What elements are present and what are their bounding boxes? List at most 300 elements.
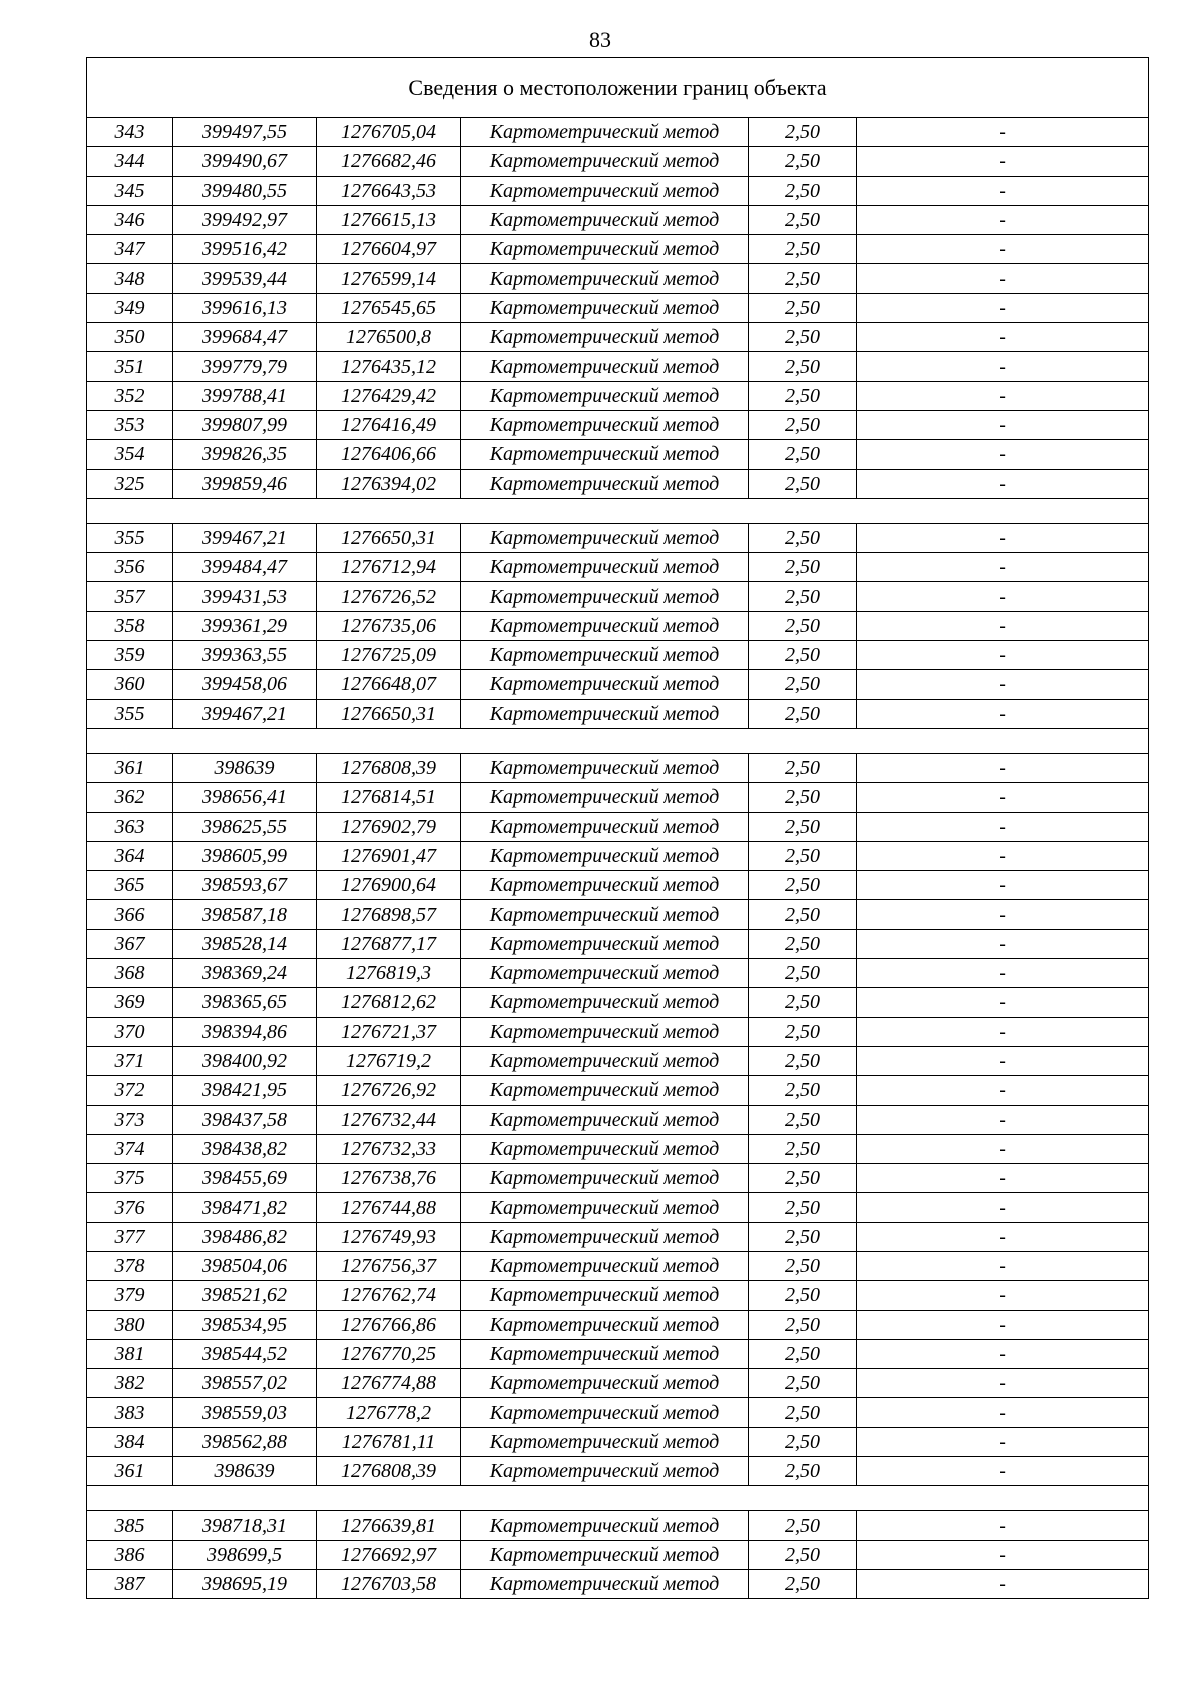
method-cell: Картометрический метод	[461, 1427, 749, 1456]
accuracy-cell: 2,50	[749, 1398, 857, 1427]
table-row	[87, 235, 1149, 264]
x-coordinate-cell: 399616,13	[173, 293, 317, 322]
point-number-cell: 387	[87, 1569, 173, 1598]
y-coordinate-cell: 1276725,09	[317, 641, 461, 670]
method-cell: Картометрический метод	[461, 1046, 749, 1075]
accuracy-cell: 2,50	[749, 1310, 857, 1339]
description-cell: -	[857, 523, 1149, 552]
group-separator	[87, 728, 1149, 753]
description-cell: -	[857, 841, 1149, 870]
y-coordinate-cell: 1276429,42	[317, 381, 461, 410]
point-number-cell: 371	[87, 1046, 173, 1075]
y-coordinate-cell: 1276766,86	[317, 1310, 461, 1339]
x-coordinate-cell: 398605,99	[173, 841, 317, 870]
description-cell: -	[857, 670, 1149, 699]
point-number-cell: 386	[87, 1540, 173, 1569]
table-row	[87, 1398, 1149, 1427]
method-cell: Картометрический метод	[461, 1105, 749, 1134]
point-number-cell: 375	[87, 1164, 173, 1193]
y-coordinate-cell: 1276648,07	[317, 670, 461, 699]
y-coordinate-cell: 1276500,8	[317, 323, 461, 352]
point-number-cell: 354	[87, 440, 173, 469]
x-coordinate-cell: 398369,24	[173, 959, 317, 988]
accuracy-cell: 2,50	[749, 670, 857, 699]
method-cell: Картометрический метод	[461, 1164, 749, 1193]
y-coordinate-cell: 1276901,47	[317, 841, 461, 870]
description-cell: -	[857, 469, 1149, 498]
x-coordinate-cell: 398400,92	[173, 1046, 317, 1075]
method-cell: Картометрический метод	[461, 929, 749, 958]
x-coordinate-cell: 398365,65	[173, 988, 317, 1017]
group-separator	[87, 1486, 1149, 1511]
x-coordinate-cell: 399361,29	[173, 611, 317, 640]
table-row	[87, 841, 1149, 870]
method-cell: Картометрический метод	[461, 1398, 749, 1427]
table-row	[87, 1046, 1149, 1075]
x-coordinate-cell: 398455,69	[173, 1164, 317, 1193]
point-number-cell: 350	[87, 323, 173, 352]
x-coordinate-cell: 398528,14	[173, 929, 317, 958]
accuracy-cell: 2,50	[749, 1134, 857, 1163]
point-number-cell: 351	[87, 352, 173, 381]
x-coordinate-cell: 399684,47	[173, 323, 317, 352]
description-cell: -	[857, 929, 1149, 958]
x-coordinate-cell: 398534,95	[173, 1310, 317, 1339]
accuracy-cell: 2,50	[749, 176, 857, 205]
method-cell: Картометрический метод	[461, 1017, 749, 1046]
method-cell: Картометрический метод	[461, 1511, 749, 1540]
x-coordinate-cell: 398437,58	[173, 1105, 317, 1134]
y-coordinate-cell: 1276738,76	[317, 1164, 461, 1193]
method-cell: Картометрический метод	[461, 147, 749, 176]
table-row	[87, 440, 1149, 469]
method-cell: Картометрический метод	[461, 841, 749, 870]
x-coordinate-cell: 398504,06	[173, 1251, 317, 1280]
description-cell: -	[857, 1281, 1149, 1310]
y-coordinate-cell: 1276756,37	[317, 1251, 461, 1280]
accuracy-cell: 2,50	[749, 205, 857, 234]
table-row	[87, 523, 1149, 552]
method-cell: Картометрический метод	[461, 1540, 749, 1569]
description-cell: -	[857, 1457, 1149, 1486]
y-coordinate-cell: 1276726,52	[317, 582, 461, 611]
accuracy-cell: 2,50	[749, 410, 857, 439]
y-coordinate-cell: 1276774,88	[317, 1369, 461, 1398]
method-cell: Картометрический метод	[461, 988, 749, 1017]
table-row	[87, 1164, 1149, 1193]
table-row	[87, 1427, 1149, 1456]
x-coordinate-cell: 398718,31	[173, 1511, 317, 1540]
x-coordinate-cell: 399467,21	[173, 699, 317, 728]
table-row	[87, 469, 1149, 498]
point-number-cell: 382	[87, 1369, 173, 1398]
method-cell: Картометрический метод	[461, 783, 749, 812]
method-cell: Картометрический метод	[461, 381, 749, 410]
accuracy-cell: 2,50	[749, 1369, 857, 1398]
y-coordinate-cell: 1276703,58	[317, 1569, 461, 1598]
x-coordinate-cell: 399859,46	[173, 469, 317, 498]
description-cell: -	[857, 1164, 1149, 1193]
description-cell: -	[857, 783, 1149, 812]
y-coordinate-cell: 1276898,57	[317, 900, 461, 929]
description-cell: -	[857, 410, 1149, 439]
accuracy-cell: 2,50	[749, 783, 857, 812]
accuracy-cell: 2,50	[749, 1017, 857, 1046]
x-coordinate-cell: 398587,18	[173, 900, 317, 929]
table-row	[87, 1281, 1149, 1310]
method-cell: Картометрический метод	[461, 1457, 749, 1486]
accuracy-cell: 2,50	[749, 841, 857, 870]
method-cell: Картометрический метод	[461, 641, 749, 670]
point-number-cell: 383	[87, 1398, 173, 1427]
accuracy-cell: 2,50	[749, 323, 857, 352]
x-coordinate-cell: 398486,82	[173, 1222, 317, 1251]
x-coordinate-cell: 399492,97	[173, 205, 317, 234]
method-cell: Картометрический метод	[461, 293, 749, 322]
y-coordinate-cell: 1276812,62	[317, 988, 461, 1017]
description-cell: -	[857, 812, 1149, 841]
method-cell: Картометрический метод	[461, 205, 749, 234]
description-cell: -	[857, 1222, 1149, 1251]
description-cell: -	[857, 293, 1149, 322]
description-cell: -	[857, 1134, 1149, 1163]
description-cell: -	[857, 440, 1149, 469]
accuracy-cell: 2,50	[749, 523, 857, 552]
accuracy-cell: 2,50	[749, 988, 857, 1017]
accuracy-cell: 2,50	[749, 1281, 857, 1310]
description-cell: -	[857, 1105, 1149, 1134]
x-coordinate-cell: 398421,95	[173, 1076, 317, 1105]
table-row	[87, 1251, 1149, 1280]
point-number-cell: 384	[87, 1427, 173, 1456]
method-cell: Картометрический метод	[461, 1134, 749, 1163]
description-cell: -	[857, 147, 1149, 176]
point-number-cell: 355	[87, 699, 173, 728]
x-coordinate-cell: 398639	[173, 1457, 317, 1486]
table-row	[87, 1193, 1149, 1222]
y-coordinate-cell: 1276770,25	[317, 1339, 461, 1368]
y-coordinate-cell: 1276682,46	[317, 147, 461, 176]
x-coordinate-cell: 399431,53	[173, 582, 317, 611]
point-number-cell: 352	[87, 381, 173, 410]
y-coordinate-cell: 1276814,51	[317, 783, 461, 812]
y-coordinate-cell: 1276902,79	[317, 812, 461, 841]
x-coordinate-cell: 399539,44	[173, 264, 317, 293]
method-cell: Картометрический метод	[461, 670, 749, 699]
x-coordinate-cell: 398521,62	[173, 1281, 317, 1310]
description-cell: -	[857, 1398, 1149, 1427]
accuracy-cell: 2,50	[749, 812, 857, 841]
table-title-row	[87, 58, 1149, 118]
accuracy-cell: 2,50	[749, 900, 857, 929]
y-coordinate-cell: 1276808,39	[317, 753, 461, 782]
accuracy-cell: 2,50	[749, 1105, 857, 1134]
point-number-cell: 370	[87, 1017, 173, 1046]
y-coordinate-cell: 1276692,97	[317, 1540, 461, 1569]
method-cell: Картометрический метод	[461, 699, 749, 728]
point-number-cell: 380	[87, 1310, 173, 1339]
point-number-cell: 359	[87, 641, 173, 670]
table-row	[87, 293, 1149, 322]
group-separator-row	[87, 498, 1149, 523]
point-number-cell: 378	[87, 1251, 173, 1280]
table-row	[87, 1369, 1149, 1398]
x-coordinate-cell: 399490,67	[173, 147, 317, 176]
method-cell: Картометрический метод	[461, 900, 749, 929]
table-row	[87, 611, 1149, 640]
method-cell: Картометрический метод	[461, 176, 749, 205]
point-number-cell: 365	[87, 871, 173, 900]
accuracy-cell: 2,50	[749, 440, 857, 469]
table-row	[87, 670, 1149, 699]
accuracy-cell: 2,50	[749, 611, 857, 640]
point-number-cell: 360	[87, 670, 173, 699]
point-number-cell: 343	[87, 118, 173, 147]
point-number-cell: 362	[87, 783, 173, 812]
description-cell: -	[857, 264, 1149, 293]
point-number-cell: 346	[87, 205, 173, 234]
point-number-cell: 348	[87, 264, 173, 293]
method-cell: Картометрический метод	[461, 1310, 749, 1339]
point-number-cell: 325	[87, 469, 173, 498]
y-coordinate-cell: 1276762,74	[317, 1281, 461, 1310]
method-cell: Картометрический метод	[461, 1222, 749, 1251]
y-coordinate-cell: 1276808,39	[317, 1457, 461, 1486]
description-cell: -	[857, 988, 1149, 1017]
x-coordinate-cell: 399779,79	[173, 352, 317, 381]
x-coordinate-cell: 399484,47	[173, 553, 317, 582]
x-coordinate-cell: 398438,82	[173, 1134, 317, 1163]
method-cell: Картометрический метод	[461, 1339, 749, 1368]
point-number-cell: 364	[87, 841, 173, 870]
method-cell: Картометрический метод	[461, 264, 749, 293]
method-cell: Картометрический метод	[461, 523, 749, 552]
accuracy-cell: 2,50	[749, 699, 857, 728]
point-number-cell: 363	[87, 812, 173, 841]
point-number-cell: 374	[87, 1134, 173, 1163]
x-coordinate-cell: 398394,86	[173, 1017, 317, 1046]
accuracy-cell: 2,50	[749, 1339, 857, 1368]
table-row	[87, 205, 1149, 234]
table-row	[87, 147, 1149, 176]
y-coordinate-cell: 1276732,33	[317, 1134, 461, 1163]
method-cell: Картометрический метод	[461, 959, 749, 988]
method-cell: Картометрический метод	[461, 753, 749, 782]
y-coordinate-cell: 1276406,66	[317, 440, 461, 469]
description-cell: -	[857, 1511, 1149, 1540]
table-row	[87, 1339, 1149, 1368]
point-number-cell: 353	[87, 410, 173, 439]
description-cell: -	[857, 1427, 1149, 1456]
method-cell: Картометрический метод	[461, 352, 749, 381]
x-coordinate-cell: 398639	[173, 753, 317, 782]
description-cell: -	[857, 1540, 1149, 1569]
accuracy-cell: 2,50	[749, 553, 857, 582]
point-number-cell: 355	[87, 523, 173, 552]
description-cell: -	[857, 323, 1149, 352]
method-cell: Картометрический метод	[461, 1281, 749, 1310]
table-row	[87, 1076, 1149, 1105]
description-cell: -	[857, 205, 1149, 234]
description-cell: -	[857, 611, 1149, 640]
y-coordinate-cell: 1276643,53	[317, 176, 461, 205]
point-number-cell: 385	[87, 1511, 173, 1540]
point-number-cell: 381	[87, 1339, 173, 1368]
description-cell: -	[857, 641, 1149, 670]
y-coordinate-cell: 1276545,65	[317, 293, 461, 322]
point-number-cell: 345	[87, 176, 173, 205]
point-number-cell: 349	[87, 293, 173, 322]
table-row	[87, 1457, 1149, 1486]
description-cell: -	[857, 381, 1149, 410]
accuracy-cell: 2,50	[749, 753, 857, 782]
accuracy-cell: 2,50	[749, 293, 857, 322]
table-row	[87, 553, 1149, 582]
table-row	[87, 323, 1149, 352]
y-coordinate-cell: 1276719,2	[317, 1046, 461, 1075]
method-cell: Картометрический метод	[461, 1369, 749, 1398]
method-cell: Картометрический метод	[461, 1193, 749, 1222]
boundary-coordinates-table	[86, 57, 1149, 1599]
y-coordinate-cell: 1276744,88	[317, 1193, 461, 1222]
table-row	[87, 176, 1149, 205]
table-row	[87, 699, 1149, 728]
table-row	[87, 118, 1149, 147]
description-cell: -	[857, 176, 1149, 205]
method-cell: Картометрический метод	[461, 118, 749, 147]
accuracy-cell: 2,50	[749, 1076, 857, 1105]
table-row	[87, 812, 1149, 841]
table-row	[87, 264, 1149, 293]
table-row	[87, 959, 1149, 988]
accuracy-cell: 2,50	[749, 381, 857, 410]
accuracy-cell: 2,50	[749, 1457, 857, 1486]
x-coordinate-cell: 398557,02	[173, 1369, 317, 1398]
y-coordinate-cell: 1276732,44	[317, 1105, 461, 1134]
method-cell: Картометрический метод	[461, 553, 749, 582]
description-cell: -	[857, 1017, 1149, 1046]
table-row	[87, 1105, 1149, 1134]
description-cell: -	[857, 582, 1149, 611]
method-cell: Картометрический метод	[461, 1251, 749, 1280]
table-row	[87, 1310, 1149, 1339]
group-separator	[87, 498, 1149, 523]
description-cell: -	[857, 1251, 1149, 1280]
table-row	[87, 753, 1149, 782]
accuracy-cell: 2,50	[749, 1540, 857, 1569]
accuracy-cell: 2,50	[749, 871, 857, 900]
x-coordinate-cell: 398562,88	[173, 1427, 317, 1456]
table-row	[87, 900, 1149, 929]
accuracy-cell: 2,50	[749, 352, 857, 381]
description-cell: -	[857, 235, 1149, 264]
method-cell: Картометрический метод	[461, 1076, 749, 1105]
table-row	[87, 929, 1149, 958]
accuracy-cell: 2,50	[749, 469, 857, 498]
y-coordinate-cell: 1276615,13	[317, 205, 461, 234]
description-cell: -	[857, 699, 1149, 728]
point-number-cell: 357	[87, 582, 173, 611]
y-coordinate-cell: 1276639,81	[317, 1511, 461, 1540]
description-cell: -	[857, 553, 1149, 582]
y-coordinate-cell: 1276712,94	[317, 553, 461, 582]
method-cell: Картометрический метод	[461, 469, 749, 498]
page-number: 83	[589, 27, 611, 52]
accuracy-cell: 2,50	[749, 1193, 857, 1222]
x-coordinate-cell: 398699,5	[173, 1540, 317, 1569]
description-cell: -	[857, 1193, 1149, 1222]
point-number-cell: 344	[87, 147, 173, 176]
x-coordinate-cell: 399807,99	[173, 410, 317, 439]
accuracy-cell: 2,50	[749, 235, 857, 264]
x-coordinate-cell: 398544,52	[173, 1339, 317, 1368]
y-coordinate-cell: 1276726,92	[317, 1076, 461, 1105]
table-row	[87, 1134, 1149, 1163]
description-cell: -	[857, 352, 1149, 381]
method-cell: Картометрический метод	[461, 440, 749, 469]
group-separator-row	[87, 728, 1149, 753]
x-coordinate-cell: 399516,42	[173, 235, 317, 264]
table-row	[87, 1569, 1149, 1598]
accuracy-cell: 2,50	[749, 1222, 857, 1251]
accuracy-cell: 2,50	[749, 582, 857, 611]
accuracy-cell: 2,50	[749, 641, 857, 670]
point-number-cell: 376	[87, 1193, 173, 1222]
table-row	[87, 871, 1149, 900]
accuracy-cell: 2,50	[749, 264, 857, 293]
y-coordinate-cell: 1276650,31	[317, 699, 461, 728]
method-cell: Картометрический метод	[461, 323, 749, 352]
point-number-cell: 358	[87, 611, 173, 640]
y-coordinate-cell: 1276599,14	[317, 264, 461, 293]
accuracy-cell: 2,50	[749, 118, 857, 147]
point-number-cell: 377	[87, 1222, 173, 1251]
table-row	[87, 1017, 1149, 1046]
point-number-cell: 361	[87, 1457, 173, 1486]
description-cell: -	[857, 1076, 1149, 1105]
description-cell: -	[857, 118, 1149, 147]
method-cell: Картометрический метод	[461, 611, 749, 640]
table-row	[87, 1222, 1149, 1251]
point-number-cell: 373	[87, 1105, 173, 1134]
point-number-cell: 366	[87, 900, 173, 929]
group-separator-row	[87, 1486, 1149, 1511]
table-row	[87, 641, 1149, 670]
description-cell: -	[857, 900, 1149, 929]
table-row	[87, 352, 1149, 381]
accuracy-cell: 2,50	[749, 1511, 857, 1540]
point-number-cell: 369	[87, 988, 173, 1017]
accuracy-cell: 2,50	[749, 147, 857, 176]
x-coordinate-cell: 399788,41	[173, 381, 317, 410]
method-cell: Картометрический метод	[461, 582, 749, 611]
method-cell: Картометрический метод	[461, 235, 749, 264]
accuracy-cell: 2,50	[749, 1046, 857, 1075]
y-coordinate-cell: 1276416,49	[317, 410, 461, 439]
table-title: Сведения о местоположении границ объекта	[87, 58, 1149, 118]
description-cell: -	[857, 871, 1149, 900]
table-row	[87, 381, 1149, 410]
y-coordinate-cell: 1276781,11	[317, 1427, 461, 1456]
x-coordinate-cell: 399458,06	[173, 670, 317, 699]
x-coordinate-cell: 398471,82	[173, 1193, 317, 1222]
y-coordinate-cell: 1276900,64	[317, 871, 461, 900]
method-cell: Картометрический метод	[461, 410, 749, 439]
description-cell: -	[857, 753, 1149, 782]
y-coordinate-cell: 1276721,37	[317, 1017, 461, 1046]
description-cell: -	[857, 1369, 1149, 1398]
y-coordinate-cell: 1276735,06	[317, 611, 461, 640]
